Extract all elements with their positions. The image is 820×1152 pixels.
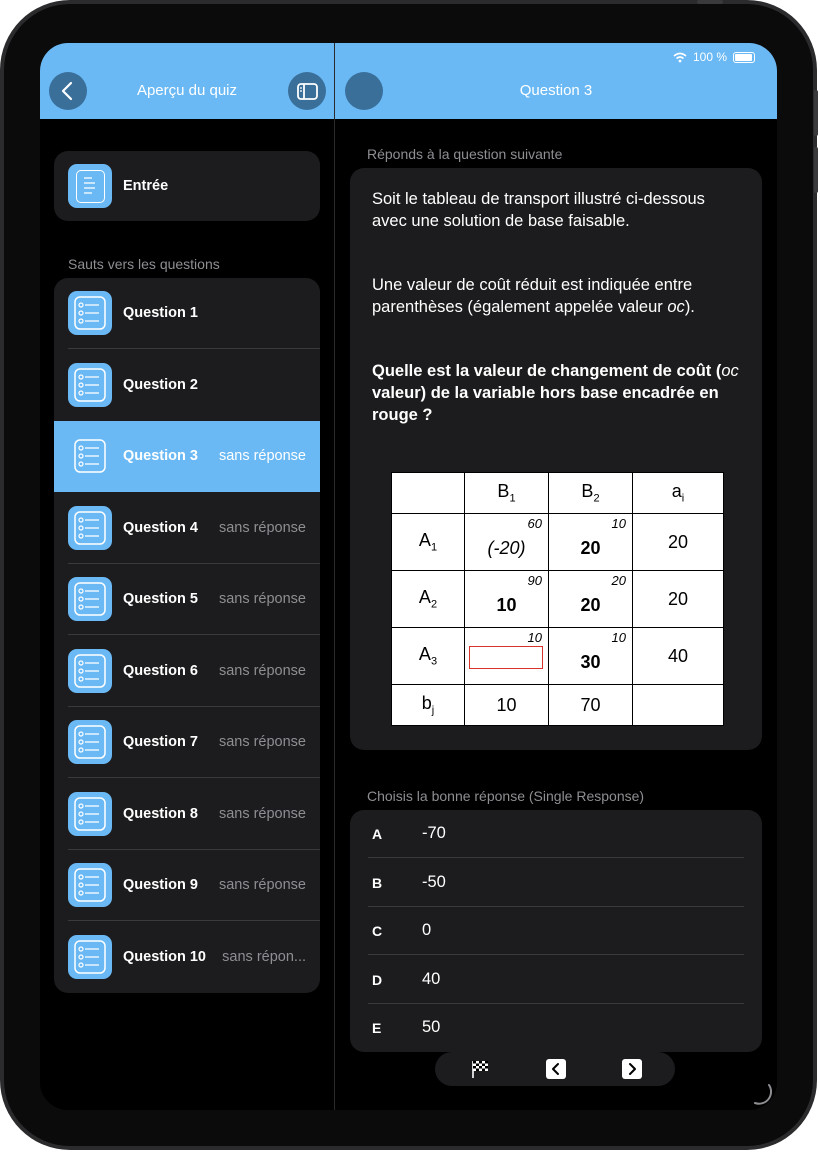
answers-header: Choisis la bonne réponse (Single Response) (367, 788, 645, 804)
table-row-header: $A_3$ (392, 628, 465, 685)
highlighted-cell-box (469, 646, 543, 669)
list-icon (68, 577, 112, 621)
screen (40, 43, 777, 1110)
list-icon (68, 291, 112, 335)
question-nav-item[interactable] (54, 564, 320, 635)
question-title: Question 3 (519, 82, 593, 99)
question-prompt-text: Quelle est la valeur de changement de coût ( (372, 362, 722, 380)
table-corner-cell (392, 473, 465, 514)
question-paragraph-2-em: oc (667, 298, 685, 316)
device-volume-up (814, 90, 818, 136)
sidebar-toggle-icon (288, 72, 326, 110)
entry-card[interactable] (54, 151, 320, 221)
question-nav-status: sans réponse (218, 662, 306, 679)
answer-letter: B (372, 874, 383, 891)
table-cell-cost: 10 (527, 630, 542, 645)
table-supply-cell: 20 (633, 514, 724, 571)
question-paragraph-2 (372, 274, 742, 318)
table-cell (549, 571, 633, 628)
main-navbar (335, 43, 777, 119)
question-nav-status: sans réponse (218, 448, 306, 464)
question-prompt-em: oc (721, 362, 739, 380)
question-nav-item[interactable] (54, 350, 320, 421)
sidebar (40, 43, 334, 1110)
list-icon (68, 720, 112, 764)
question-nav-item[interactable] (54, 421, 320, 492)
list-icon (68, 434, 112, 478)
question-paragraph-2-text: Une valeur de coût réduit est indiquée entre parenthèses (également appelée valeur (372, 276, 693, 316)
table-column-header: $B_2$ (549, 473, 633, 514)
answer-option[interactable] (350, 956, 762, 1004)
battery-percentage: 100 % (692, 50, 727, 64)
question-nav-item[interactable] (54, 922, 320, 993)
sidebar-title: Aperçu du quiz (136, 82, 238, 99)
table-demand-row (392, 685, 724, 726)
list-icon (68, 792, 112, 836)
sidebar-toggle-button[interactable] (288, 72, 326, 110)
question-prompt-end: valeur) de la variable hors base encadrée en rouge ? (372, 384, 719, 424)
checkered-flag-icon[interactable] (470, 1059, 490, 1079)
chevron-left-icon (49, 72, 87, 110)
answers-list (350, 810, 762, 1052)
previous-button[interactable] (546, 1059, 566, 1079)
table-demand-cell: 10 (465, 685, 549, 726)
device-top-button (697, 0, 723, 4)
table-cell-value: 20 (580, 537, 601, 558)
question-nav-status: sans réponse (218, 519, 306, 536)
question-nav-status: sans réponse (218, 734, 306, 750)
answer-option[interactable] (350, 907, 762, 955)
answer-value: 50 (422, 1018, 441, 1036)
answer-option[interactable] (350, 859, 762, 907)
question-paragraph-1: Soit le tableau de transport illustré ci-dessous avec une solution de base faisable. (372, 190, 705, 230)
table-row (392, 514, 724, 571)
table-cell-value: 10 (496, 594, 517, 615)
question-nav-label: Question 8 (123, 805, 198, 822)
question-nav-item[interactable] (54, 636, 320, 707)
table-cell-value: (-20) (487, 537, 526, 558)
list-icon (68, 935, 112, 979)
question-nav-label: Question 2 (123, 376, 198, 393)
question-nav-status: sans répon... (222, 948, 306, 965)
list-icon (68, 506, 112, 550)
question-nav-label: Question 4 (123, 519, 198, 536)
table-row-header: $A_2$ (392, 571, 465, 628)
table-cell-cost: 10 (611, 630, 626, 645)
table-cell-cost: 10 (611, 516, 626, 531)
table-row-header: $A_1$ (392, 514, 465, 571)
sidebar-navbar (40, 43, 334, 119)
table-cell-cost: 90 (527, 573, 542, 588)
list-icon (68, 649, 112, 693)
status-bar (673, 50, 755, 64)
bottom-toolbar (435, 1052, 675, 1086)
question-paragraph-2-end: ). (684, 298, 695, 316)
answer-option[interactable] (350, 1004, 762, 1052)
list-icon (68, 863, 112, 907)
answer-value: 0 (422, 921, 432, 939)
table-cell-value: 30 (580, 651, 601, 672)
wifi-icon (673, 52, 687, 63)
question-nav-item[interactable] (54, 779, 320, 850)
battery-icon (733, 52, 755, 63)
question-nav-label: Question 9 (123, 877, 198, 893)
table-cell-cost: 20 (611, 573, 626, 588)
answer-value: 40 (422, 969, 441, 988)
table-header-row (392, 473, 724, 514)
table-row (392, 628, 724, 685)
table-cell (549, 514, 633, 571)
table-cell (465, 628, 549, 685)
transport-table (391, 472, 724, 726)
list-icon (68, 363, 112, 407)
question-nav-status: sans réponse (218, 591, 306, 607)
main-pane (335, 43, 777, 1110)
table-cell (465, 571, 549, 628)
questions-list (54, 278, 320, 993)
device-volume-down (814, 147, 818, 193)
entry-label: Entrée (123, 178, 169, 194)
table-empty-cell (633, 685, 724, 726)
question-prompt (372, 360, 742, 426)
back-button[interactable] (49, 72, 87, 110)
question-nav-label: Question 10 (123, 948, 206, 965)
question-card (350, 168, 762, 750)
question-nav-item[interactable] (54, 707, 320, 778)
question-nav-label: Question 3 (123, 448, 198, 464)
answer-letter: A (372, 826, 383, 842)
answer-value: -50 (422, 872, 446, 891)
question-nav-label: Question 7 (123, 734, 198, 750)
table-cell-cost: 60 (527, 516, 542, 531)
table-supply-cell: 40 (633, 628, 724, 685)
question-nav-item[interactable] (54, 850, 320, 921)
question-nav-item[interactable] (54, 493, 320, 564)
table-cell (465, 514, 549, 571)
table-supply-cell: 20 (633, 571, 724, 628)
table-cell (549, 628, 633, 685)
questions-section-header: Sauts vers les questions (68, 256, 220, 272)
question-nav-status: sans réponse (218, 805, 306, 822)
question-nav-status: sans réponse (218, 877, 306, 893)
answer-letter: D (372, 971, 383, 988)
question-nav-label: Question 1 (123, 305, 198, 321)
question-nav-label: Question 6 (123, 662, 198, 679)
table-column-header: $B_1$ (465, 473, 549, 514)
table-column-header: $a_i$ (633, 473, 724, 514)
loading-spinner-icon (745, 1079, 773, 1107)
question-nav-label: Question 5 (123, 591, 198, 607)
prompt-header: Réponds à la question suivante (367, 146, 563, 162)
answer-letter: E (372, 1020, 382, 1036)
table-cell-value: 20 (580, 594, 601, 615)
table-demand-cell: 70 (549, 685, 633, 726)
answer-option[interactable] (350, 810, 762, 858)
question-nav-item[interactable] (54, 278, 320, 349)
answer-value: -70 (422, 824, 446, 842)
table-row-header: $b_j$ (392, 685, 465, 726)
answer-letter: C (372, 923, 383, 939)
table-row (392, 571, 724, 628)
document-icon (68, 164, 112, 208)
next-button[interactable] (622, 1059, 642, 1079)
